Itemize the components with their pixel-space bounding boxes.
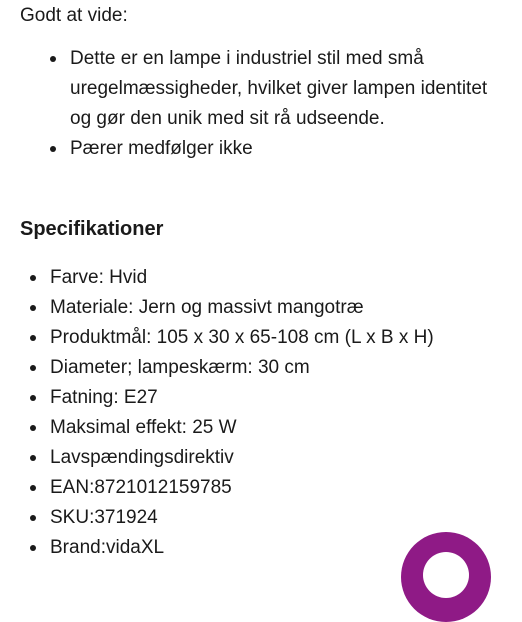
specifications-list xyxy=(20,263,510,563)
chat-bubble-icon xyxy=(423,552,469,598)
spec-item-ean: EAN:8721012159785 xyxy=(20,473,510,503)
spec-item-material: Materiale: Jern og massivt mangotræ xyxy=(20,293,510,323)
spec-item-dimensions: Produktmål: 105 x 30 x 65-108 cm (L x B x H) xyxy=(20,323,510,353)
spec-item-color: Farve: Hvid xyxy=(20,263,510,293)
product-description xyxy=(20,0,510,563)
spec-item-shade-diameter: Diameter; lampeskærm: 30 cm xyxy=(20,353,510,383)
spec-item-sku: SKU:371924 xyxy=(20,503,510,533)
list-item: Dette er en lampe i industriel stil med små uregelmæssigheder, hvilket giver lampen identitet og gør den unik med sit rå udseende. xyxy=(20,44,510,134)
spec-item-socket: Fatning: E27 xyxy=(20,383,510,413)
good-to-know-list xyxy=(20,44,510,164)
good-to-know-heading: Godt at vide: xyxy=(20,5,128,26)
spec-item-brand: Brand:vidaXL xyxy=(20,533,510,563)
spec-item-max-power: Maksimal effekt: 25 W xyxy=(20,413,510,443)
chat-widget-button[interactable] xyxy=(401,532,491,622)
spec-item-directive: Lavspændingsdirektiv xyxy=(20,443,510,473)
list-item: Pærer medfølger ikke xyxy=(20,134,510,164)
specifications-heading: Specifikationer xyxy=(20,218,164,240)
